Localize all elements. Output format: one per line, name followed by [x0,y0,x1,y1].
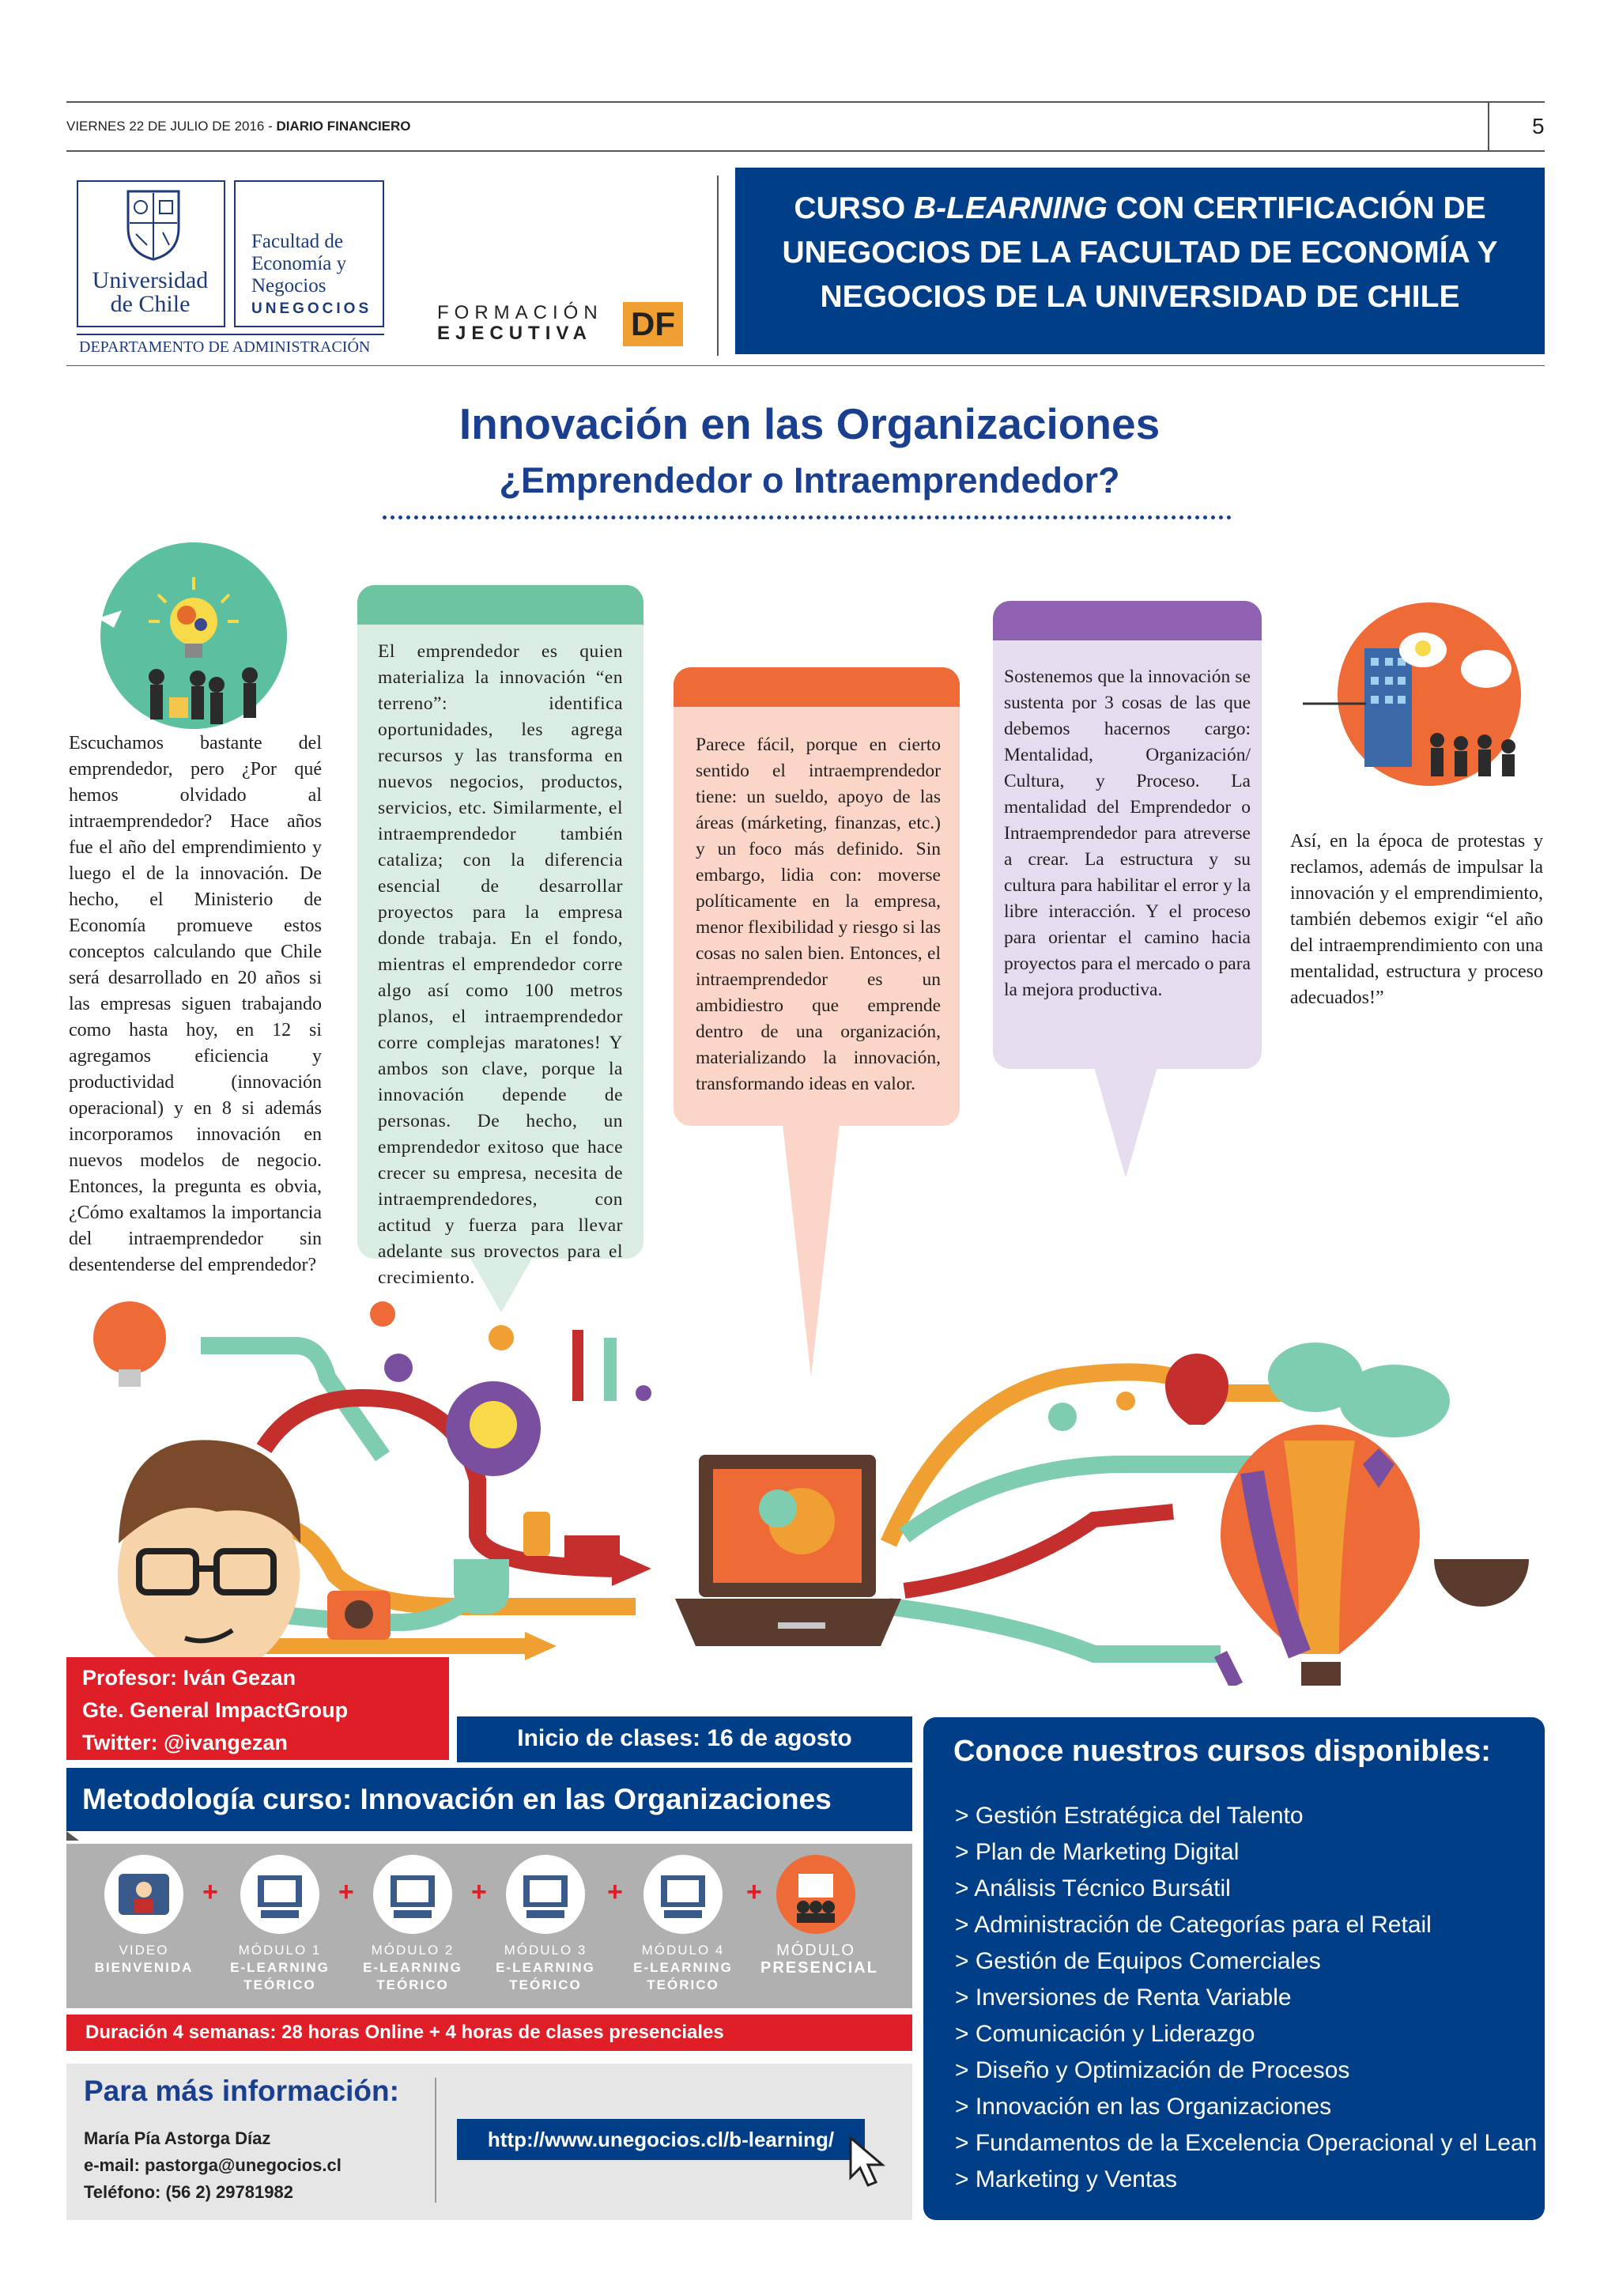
module2-icon [373,1855,452,1934]
module4-icon [643,1855,723,1934]
purple-bubble-text: Sostenemos que la innovación se sustenta por 3 cosas de las que debemos hacernos cargo: Mentalidad, Organización/ Cultura, y Proceso. La mentalidad del Emprendedor o Intraemprendedor para atreverse a crear. La estructura y su cultura para habilitar el error y la libre interacción. Y el proceso para orientar el camino hacia proyectos para el mercado o para la mejora productiva. [1004,667,1251,1000]
contact-divider [435,2078,436,2203]
plus-sign: + [607,1877,623,1907]
module1-icon [240,1855,319,1934]
purple-text-bubble [993,601,1262,1069]
module3-icon [506,1855,585,1934]
header-date: VIERNES 22 DE JULIO DE 2016 - DIARIO FINANCIERO [66,119,411,134]
course-item: > Administración de Categorías para el Retail [955,1912,1432,1938]
step-label-presencial: MÓDULO PRESENCIAL [760,1942,878,1977]
course-item: > Análisis Técnico Bursátil [955,1875,1231,1901]
df-logo: DF [623,302,683,346]
professor-name: Profesor: Iván Gezan [82,1666,296,1690]
course-item: > Marketing y Ventas [955,2166,1177,2192]
methodology-corner [66,1831,79,1841]
unegocios-label: UNEGOCIOS [251,300,372,317]
page-number: 5 [1532,114,1545,138]
plus-sign: + [338,1877,354,1907]
header-bottom-rule [66,150,1545,152]
plus-sign: + [746,1877,762,1907]
lightbulb-team-illustration [82,542,305,740]
professor-title: Gte. General ImpactGroup [82,1698,349,1722]
courses-panel [923,1717,1545,2220]
contact-heading: Para más información: [84,2075,399,2107]
header-top-rule [66,101,1545,103]
website-link[interactable]: http://www.unegocios.cl/b-learning/ [457,2119,865,2160]
course-item: > Innovación en las Organizaciones [955,2094,1332,2120]
plus-sign: + [202,1877,218,1907]
header-divider [1488,101,1489,150]
contact-phone: Teléfono: (56 2) 29781982 [84,2182,293,2202]
course-item: > Inversiones de Renta Variable [955,1984,1292,2011]
course-item: > Comunicación y Liderazgo [955,2021,1255,2047]
step-label-module1: MÓDULO 1 E-LEARNING TEÓRICO [230,1943,330,1992]
section-rule [66,365,1545,366]
orange-bubble-text: Parece fácil, porque en cierto sentido el intraemprendedor tiene: un sueldo, apoyo de las áreas (márketing, finanzas, etc.) y un foco más definido. Sin embargo, lidia con: moverse políticamente en la empresa, menor flexibilidad y riesgo si las cosas no salen bien. Entonces, el intraemprendedor es un ambidiestro que emprende dentro de una organización, materializando la innovación, transformando ideas en valor. [696,734,941,1094]
step-label-module3: MÓDULO 3 E-LEARNING TEÓRICO [496,1943,595,1992]
formacion-ejecutiva-logo: FORMACIÓN EJECUTIVA [437,302,603,344]
green-bubble-cap [357,585,643,625]
professor-twitter: Twitter: @ivangezan [82,1731,288,1754]
course-item: > Diseño y Optimización de Procesos [955,2057,1350,2083]
page-subtitle: ¿Emprendedor o Intraemprendedor? [499,460,1120,500]
course-banner: CURSO B-LEARNING CON CERTIFICACIÓN DE UNEGOCIOS DE LA FACULTAD DE ECONOMÍA Y NEGOCIOS DE LA UNIVERSIDAD DE CHILE [735,168,1545,354]
purple-bubble-cap [993,601,1262,640]
contact-email: e-mail: pastorga@unegocios.cl [84,2155,342,2175]
orange-bubble-cap [674,667,960,707]
innovation-infographic [66,1275,1545,1686]
plus-sign: + [471,1877,487,1907]
course-item: > Plan de Marketing Digital [955,1839,1240,1865]
methodology-title: Metodología curso: Innovación en las Organizaciones [66,1768,912,1831]
video-step-icon [104,1855,183,1934]
step-label-video: VIDEO BIENVENIDA [94,1943,194,1975]
course-item: > Gestión Estratégica del Talento [955,1803,1304,1829]
course-item: > Gestión de Equipos Comerciales [955,1948,1321,1974]
closing-column: Así, en la época de protestas y reclamos, además de impulsar la innovación y el emprendimiento, también debemos exigir “el año del intraemprendimiento con una mentalidad, estructura y proceso adecuados!” [1290,831,1543,1008]
step-label-module4: MÓDULO 4 E-LEARNING TEÓRICO [633,1943,733,1992]
green-text-bubble [357,585,643,1288]
methodology-steps [66,1844,912,2008]
course-item: > Fundamentos de la Excelencia Operacional y el Lean [955,2130,1538,2156]
green-bubble-text: El emprendedor es quien materializa la innovación “en terreno”: identifica oportunidades, les agrega recursos y las transforma en nuevos negocios, productos, servicios, etc. Similarmente, el intraemprendedor también cataliza; con la diferencia esencial de desarrollar proyectos para la empresa donde trabaja. En el fondo, mientras el emprendedor corre algo así como 100 metros planos, el intraemprendedor corre complejas maratones! Y ambos son clave, porque la innovación depende de personas. De hecho, un emprendedor exitoso que hace crecer su empresa, necesita de intraemprendedores, con actitud y fuerza para llevar adelante sus proyectos para el crecimiento. [378,641,623,1288]
logo-underline [77,334,384,335]
professor-box [66,1657,449,1760]
mouse-cursor-icon [846,2135,890,2190]
contact-name: María Pía Astorga Díaz [84,2128,271,2148]
logo-divider [717,176,719,356]
building-team-illustration [1303,601,1540,791]
start-date-box: Inicio de clases: 16 de agosto [457,1716,912,1762]
presencial-step-icon [776,1855,855,1934]
intro-column: Escuchamos bastante del emprendedor, pero ¿Por qué hemos olvidado al intraemprendedor? Hace años fue el año del emprendimiento y luego el de la innovación. De hecho, el Ministerio de Economía promueve estos conceptos calculando que Chile será desarrollado en 20 años si las empresas siguen trabajando como hasta hoy, en 12 si agregamos eficiencia y productividad (innovación operacional) y en 8 si además incorporamos innovación en nuevos modelos de negocio. Entonces, la pregunta es obvia, ¿Cómo exaltamos la importancia del intraemprendedor sin desentenderse del emprendedor? [69,733,322,1275]
university-seal-icon [123,187,183,262]
faculty-name: Facultad de Economía y Negocios [251,231,347,296]
department-name: DEPARTAMENTO DE ADMINISTRACIÓN [79,338,371,356]
purple-bubble-tail [1094,1067,1157,1178]
orange-text-bubble [674,667,960,1126]
courses-heading: Conoce nuestros cursos disponibles: [953,1735,1491,1768]
step-label-module2: MÓDULO 2 E-LEARNING TEÓRICO [363,1943,462,1992]
title-dotted-rule [383,515,1232,519]
university-name: Universidad de Chile [92,267,209,317]
duration-bar: Duración 4 semanas: 28 horas Online + 4 horas de clases presenciales [66,2015,912,2051]
page-title: Innovación en las Organizaciones [459,399,1160,448]
